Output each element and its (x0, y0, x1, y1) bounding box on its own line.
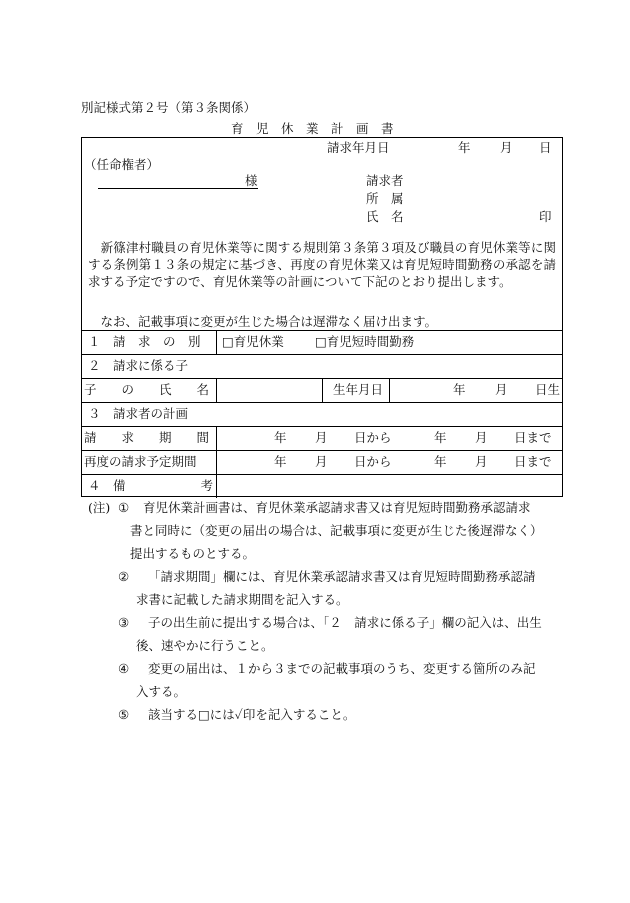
re-period-from: 日から (354, 454, 392, 469)
request-type-label: １ 請 求 の 別 (88, 334, 201, 349)
note1-line2: 書と同時に（変更の届出の場合は、記載事項に変更が生じた後遅滞なく） (130, 523, 543, 538)
note5-line1: 該当する□には✓印を記入すること。 (148, 707, 356, 722)
birth-month: 月 (495, 382, 508, 397)
form-number: 別記様式第２号（第３条関係） (81, 100, 257, 115)
affiliation-label: 所 属 (366, 191, 404, 206)
note1-number: ① (118, 500, 130, 515)
sama-label: 様 (245, 173, 258, 188)
note1-line1: 育児休業計画書は、育児休業承認請求書又は育児短時間勤務承認請求 (143, 500, 531, 515)
date-day: 日 (539, 140, 552, 155)
section3-heading: ３ 請求者の計画 (88, 406, 189, 421)
rule (322, 378, 323, 402)
re-period-label: 再度の請求予定期間 (84, 454, 197, 469)
rule (82, 426, 562, 427)
checkbox-childcare-leave[interactable]: □育児休業 (222, 334, 284, 349)
note4-line2: 入する。 (136, 684, 187, 699)
note2-line1: 「請求期間」欄には、育児休業承認請求書又は育児短時間勤務承認請 (148, 569, 536, 584)
declaration-paragraph: 新篠津村職員の育児休業等に関する規則第３条第３項及び職員の育児休業等に関する条例第１３条の規定に基づき、再度の育児休業又は育児短時間勤務の承認を請求する予定ですので、育児休業等の計画について下記のとおり提出します。 (88, 240, 556, 289)
requester-label: 請求者 (366, 173, 404, 188)
form-box (81, 137, 563, 497)
re-period-from-year: 年 (274, 454, 287, 469)
birth-day: 日生 (535, 382, 561, 397)
period-to-month: 月 (475, 430, 488, 445)
appointer-underline (98, 188, 258, 189)
note4-number: ④ (118, 661, 130, 676)
rule (82, 450, 562, 451)
note2-line2: 求書に記載した請求期間を記入する。 (136, 592, 349, 607)
note2-number: ② (118, 569, 130, 584)
section2-heading: ２ 請求に係る子 (88, 358, 189, 373)
rule (82, 354, 562, 355)
rule (216, 378, 217, 402)
period-from: 日から (354, 430, 392, 445)
birth-date-label: 生年月日 (333, 382, 384, 397)
rule (82, 402, 562, 403)
rule (82, 330, 562, 331)
date-month: 月 (500, 140, 513, 155)
birth-year: 年 (453, 382, 466, 397)
period-from-month: 月 (315, 430, 328, 445)
note3-line1: 子の出生前に提出する場合は、「２ 請求に係る子」欄の記入は、出生 (148, 615, 542, 630)
section4-remarks: ４ 備 考 (88, 478, 214, 493)
checkbox-short-hours[interactable]: □育児短時間勤務 (315, 334, 415, 349)
rule (216, 330, 217, 354)
period-from-year: 年 (274, 430, 287, 445)
child-name-label: 子 の 氏 名 (84, 382, 210, 397)
re-period-until: 日まで (514, 454, 552, 469)
rule (82, 474, 562, 475)
note3-line2: 後、速やかに行うこと。 (136, 638, 274, 653)
note4-line1: 変更の届出は、１から３までの記載事項のうち、変更する箇所のみ記 (148, 661, 536, 676)
notes-prefix: (注) (88, 500, 111, 515)
note3-number: ③ (118, 615, 130, 630)
seal-label: 印 (539, 209, 552, 224)
declaration-paragraph-2: なお、記載事項に変更が生じた場合は遅滞なく届け出ます。 (88, 314, 438, 329)
re-period-to-year: 年 (434, 454, 447, 469)
period-until: 日まで (514, 430, 552, 445)
period-label: 請 求 期 間 (84, 430, 210, 445)
date-year: 年 (458, 140, 471, 155)
re-period-from-month: 月 (315, 454, 328, 469)
name-label: 氏 名 (366, 209, 404, 224)
rule (389, 378, 390, 402)
re-period-to-month: 月 (475, 454, 488, 469)
note5-number: ⑤ (118, 707, 130, 722)
period-to-year: 年 (434, 430, 447, 445)
note1-line3: 提出するものとする。 (130, 546, 256, 561)
request-date-label: 請求年月日 (327, 140, 390, 155)
appointer-label: （任命権者） (84, 157, 160, 172)
rule (216, 426, 217, 498)
form-title: 育 児 休 業 計 画 書 (231, 121, 394, 136)
